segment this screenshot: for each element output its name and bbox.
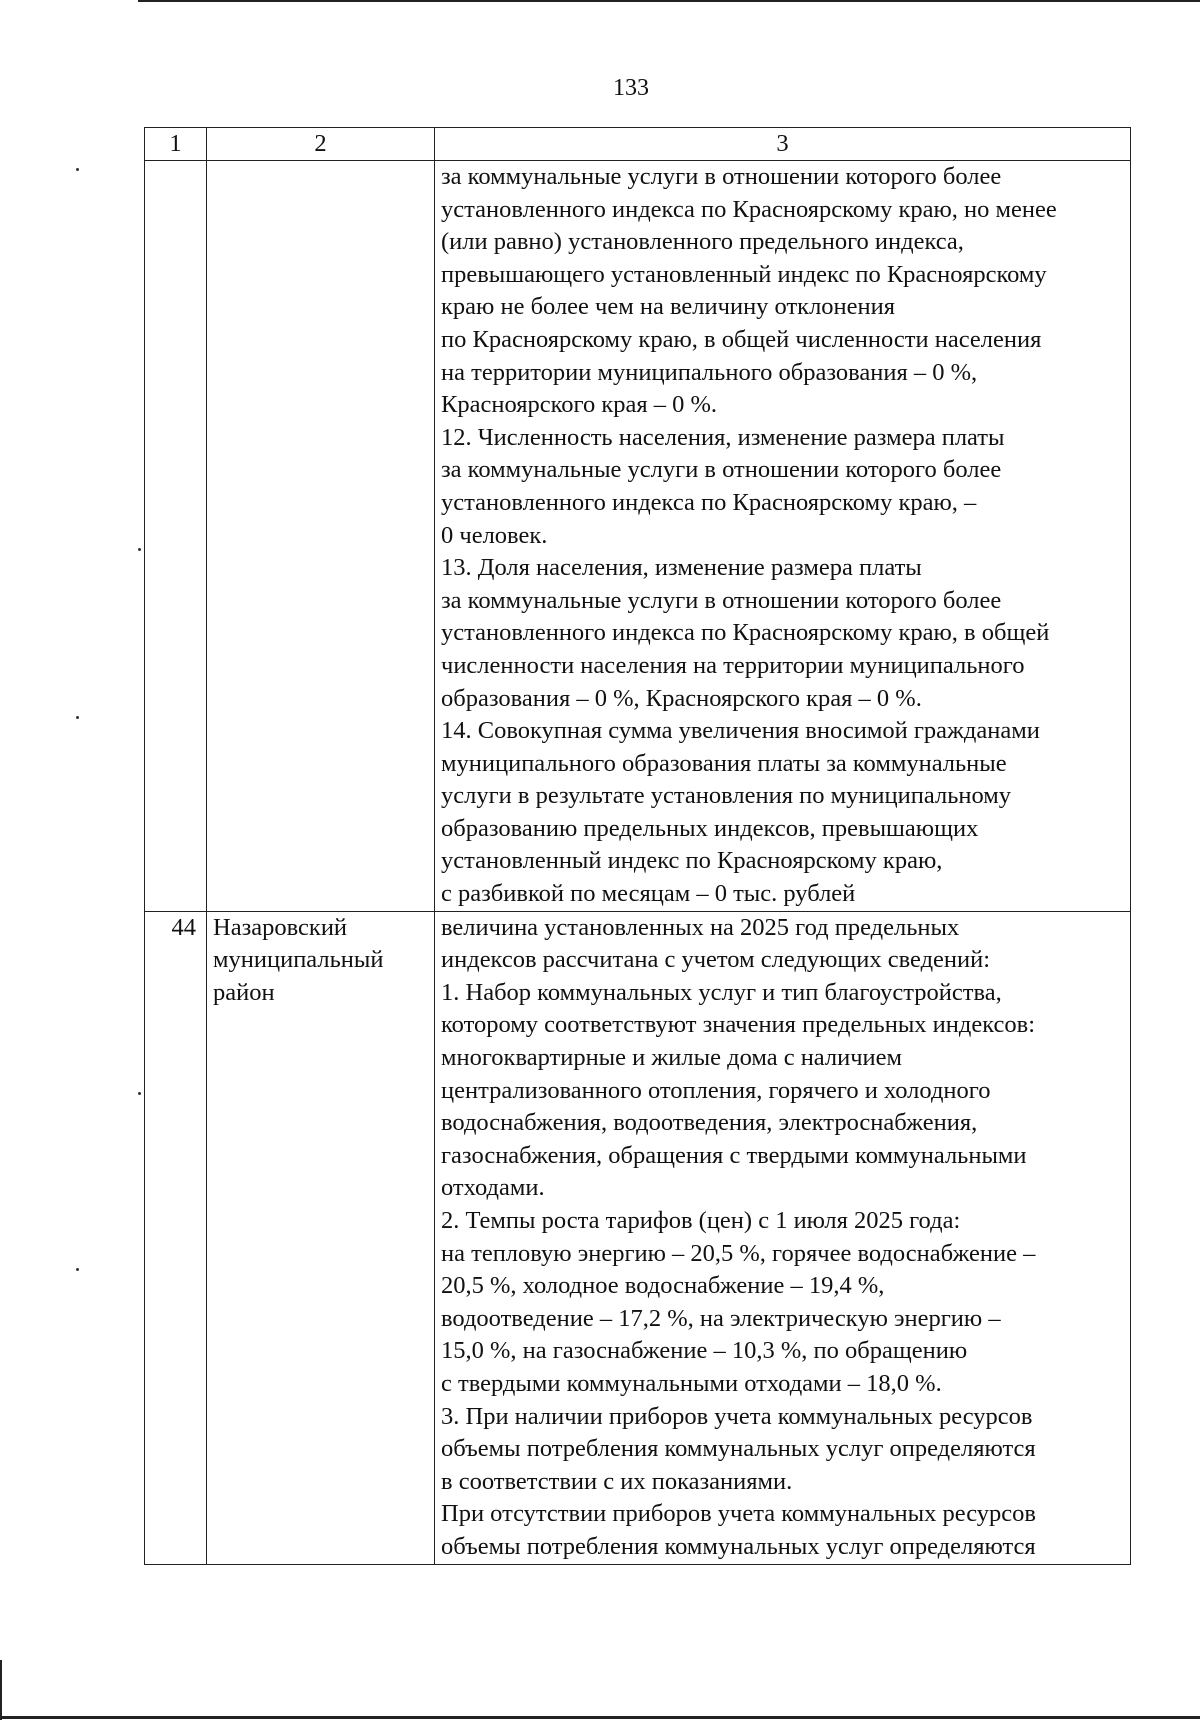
scan-speck (138, 1092, 141, 1095)
scan-speck (76, 168, 79, 171)
description-line: газоснабжения, обращения с твердыми коммунальными (441, 1141, 1027, 1169)
description-line: муниципального образования платы за коммунальные (441, 749, 1007, 777)
description-line: с разбивкой по месяцам – 0 тыс. рублей (441, 880, 856, 908)
description-line: 13. Доля населения, изменение размера платы (441, 554, 922, 582)
description-line: услуги в результате установления по муниципальному (441, 782, 1012, 810)
description-line: установленный индекс по Красноярскому краю, (441, 847, 943, 875)
description-line: за коммунальные услуги в отношении которого более (441, 586, 1002, 614)
description-line: объемы потребления коммунальных услуг определяются (441, 1532, 1036, 1560)
description-cell (435, 911, 1131, 1564)
municipality-name-cell (207, 161, 435, 912)
description-line: объемы потребления коммунальных услуг определяются (441, 1435, 1036, 1463)
description-line: индексов рассчитана с учетом следующих сведений: (441, 946, 991, 974)
description-line: по Красноярскому краю, в общей численности населения (441, 325, 1042, 353)
description-line: в соответствии с их показаниями. (441, 1467, 793, 1495)
description-line: на территории муниципального образования – 0 %, (441, 358, 978, 386)
table-row (145, 161, 1131, 912)
description-line: водоснабжения, водоотведения, электроснабжения, (441, 1109, 978, 1137)
description-line: 14. Совокупная сумма увеличения вносимой гражданами (441, 717, 1040, 745)
description-line: за коммунальные услуги в отношении которого более (441, 456, 1002, 484)
header-cell-2: 2 (207, 128, 435, 161)
description-line: При отсутствии приборов учета коммунальных ресурсов (441, 1500, 1036, 1528)
description-line: (или равно) установленного предельного индекса, (441, 228, 964, 256)
description-line: Красноярского края – 0 %. (441, 391, 718, 419)
description-line: за коммунальные услуги в отношении которого более (441, 163, 1002, 190)
scan-speck (138, 548, 141, 551)
scan-bottom-edge (0, 1716, 1200, 1719)
page-number: 133 (613, 75, 649, 101)
description-line: краю не более чем на величину отклонения (441, 293, 896, 321)
municipality-name-cell (207, 911, 435, 1564)
description-line: которому соответствуют значения предельных индексов: (441, 1011, 1036, 1039)
description-line: 15,0 %, на газоснабжение – 10,3 %, по обращению (441, 1337, 968, 1365)
document-table (144, 127, 1131, 1565)
description-line: отходами. (441, 1174, 545, 1202)
table-header-row (145, 128, 1131, 161)
description-line: 20,5 %, холодное водоснабжение – 19,4 %, (441, 1272, 885, 1300)
description-line: многоквартирные и жилые дома с наличием (441, 1044, 903, 1072)
description-line: установленного индекса по Красноярскому краю, но менее (441, 195, 1057, 223)
description-cell (435, 161, 1131, 912)
description-line: на тепловую энергию – 20,5 %, горячее водоснабжение – (441, 1239, 1036, 1267)
municipality-name-line: Назаровский (213, 913, 348, 941)
municipality-name-line: район (213, 978, 275, 1006)
description-line: 3. При наличии приборов учета коммунальных ресурсов (441, 1402, 1033, 1430)
description-line: величина установленных на 2025 год предельных (441, 913, 960, 941)
row-number-cell: 44 (145, 911, 207, 1564)
description-line: 1. Набор коммунальных услуг и тип благоустройства, (441, 978, 1002, 1006)
municipality-name-line: муниципальный (213, 946, 384, 974)
description-line: образования – 0 %, Красноярского края – 0 %. (441, 684, 922, 712)
description-line: установленного индекса по Красноярскому краю, – (441, 488, 977, 516)
description-line: централизованного отопления, горячего и холодного (441, 1076, 991, 1104)
description-line: образованию предельных индексов, превышающих (441, 814, 979, 842)
description-line: установленного индекса по Красноярскому краю, в общей (441, 619, 1050, 647)
scan-speck (76, 1268, 79, 1271)
description-line: 2. Темпы роста тарифов (цен) с 1 июля 2025 года: (441, 1207, 961, 1234)
description-line: превышающего установленный индекс по Красноярскому (441, 260, 1047, 288)
description-line: численности населения на территории муниципального (441, 651, 1025, 679)
header-cell-1: 1 (145, 128, 207, 161)
scan-top-edge (138, 0, 1200, 2)
scan-left-edge (0, 1660, 2, 1720)
description-line: 12. Численность населения, изменение размера платы (441, 423, 1005, 451)
table-row (145, 911, 1131, 1564)
header-cell-3: 3 (435, 128, 1131, 161)
description-line: с твердыми коммунальными отходами – 18,0 %. (441, 1369, 942, 1397)
description-line: водоотведение – 17,2 %, на электрическую энергию – (441, 1304, 1001, 1332)
scan-speck (76, 716, 79, 719)
description-line: 0 человек. (441, 521, 548, 549)
row-number-cell (145, 161, 207, 912)
